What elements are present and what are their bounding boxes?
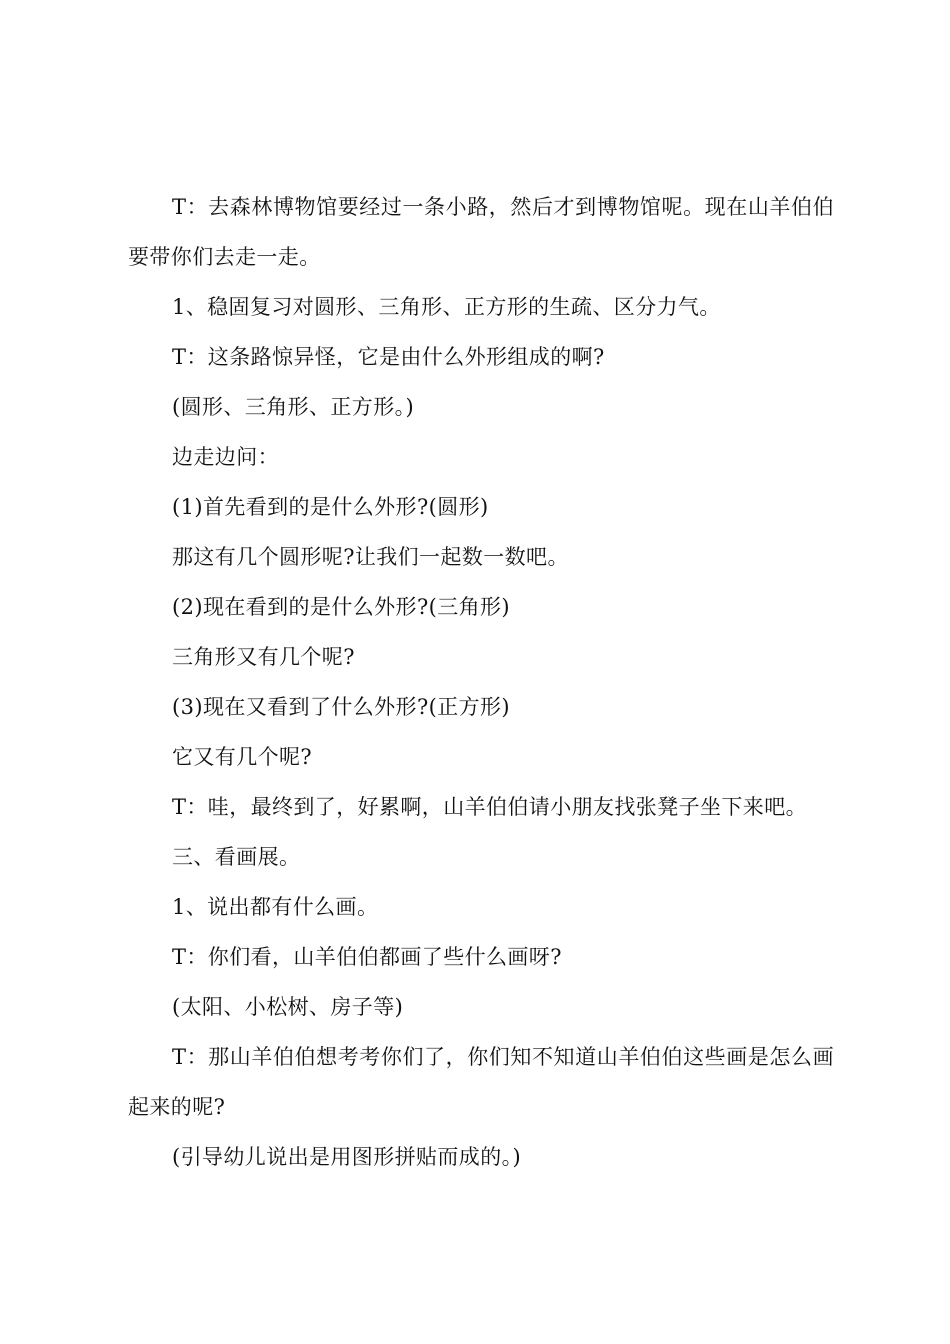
- paragraph: T：去森林博物馆要经过一条小路，然后才到博物馆呢。现在山羊伯伯要带你们去走一走。: [128, 195, 834, 269]
- paragraph: T：哇，最终到了，好累啊，山羊伯伯请小朋友找张凳子坐下来吧。: [172, 795, 808, 819]
- paragraph: T：这条路惊异怪，它是由什么外形组成的啊?: [172, 345, 605, 369]
- paragraph: 它又有几个呢?: [172, 745, 313, 769]
- paragraph: 边走边问：: [172, 445, 279, 469]
- paragraph: (太阳、小松树、房子等): [172, 995, 404, 1019]
- paragraph: T：那山羊伯伯想考考你们了，你们知不知道山羊伯伯这些画是怎么画起来的呢?: [128, 1045, 834, 1119]
- paragraph: 那这有几个圆形呢?让我们一起数一数吧。: [172, 545, 569, 569]
- paragraph: 三、看画展。: [172, 845, 301, 869]
- paragraph: (3)现在又看到了什么外形?(正方形): [172, 695, 510, 719]
- paragraph: (圆形、三角形、正方形。): [172, 395, 415, 419]
- paragraph: (1)首先看到的是什么外形?(圆形): [172, 495, 489, 519]
- paragraph: (引导幼儿说出是用图形拼贴而成的。): [172, 1145, 522, 1169]
- paragraph: T：你们看，山羊伯伯都画了些什么画呀?: [172, 945, 562, 969]
- paragraph: 三角形又有几个呢?: [172, 645, 355, 669]
- document-body: [128, 182, 834, 1182]
- paragraph: (2)现在看到的是什么外形?(三角形): [172, 595, 510, 619]
- paragraph: 1、说出都有什么画。: [172, 895, 379, 919]
- paragraph: 1、稳固复习对圆形、三角形、正方形的生疏、区分力气。: [172, 295, 721, 319]
